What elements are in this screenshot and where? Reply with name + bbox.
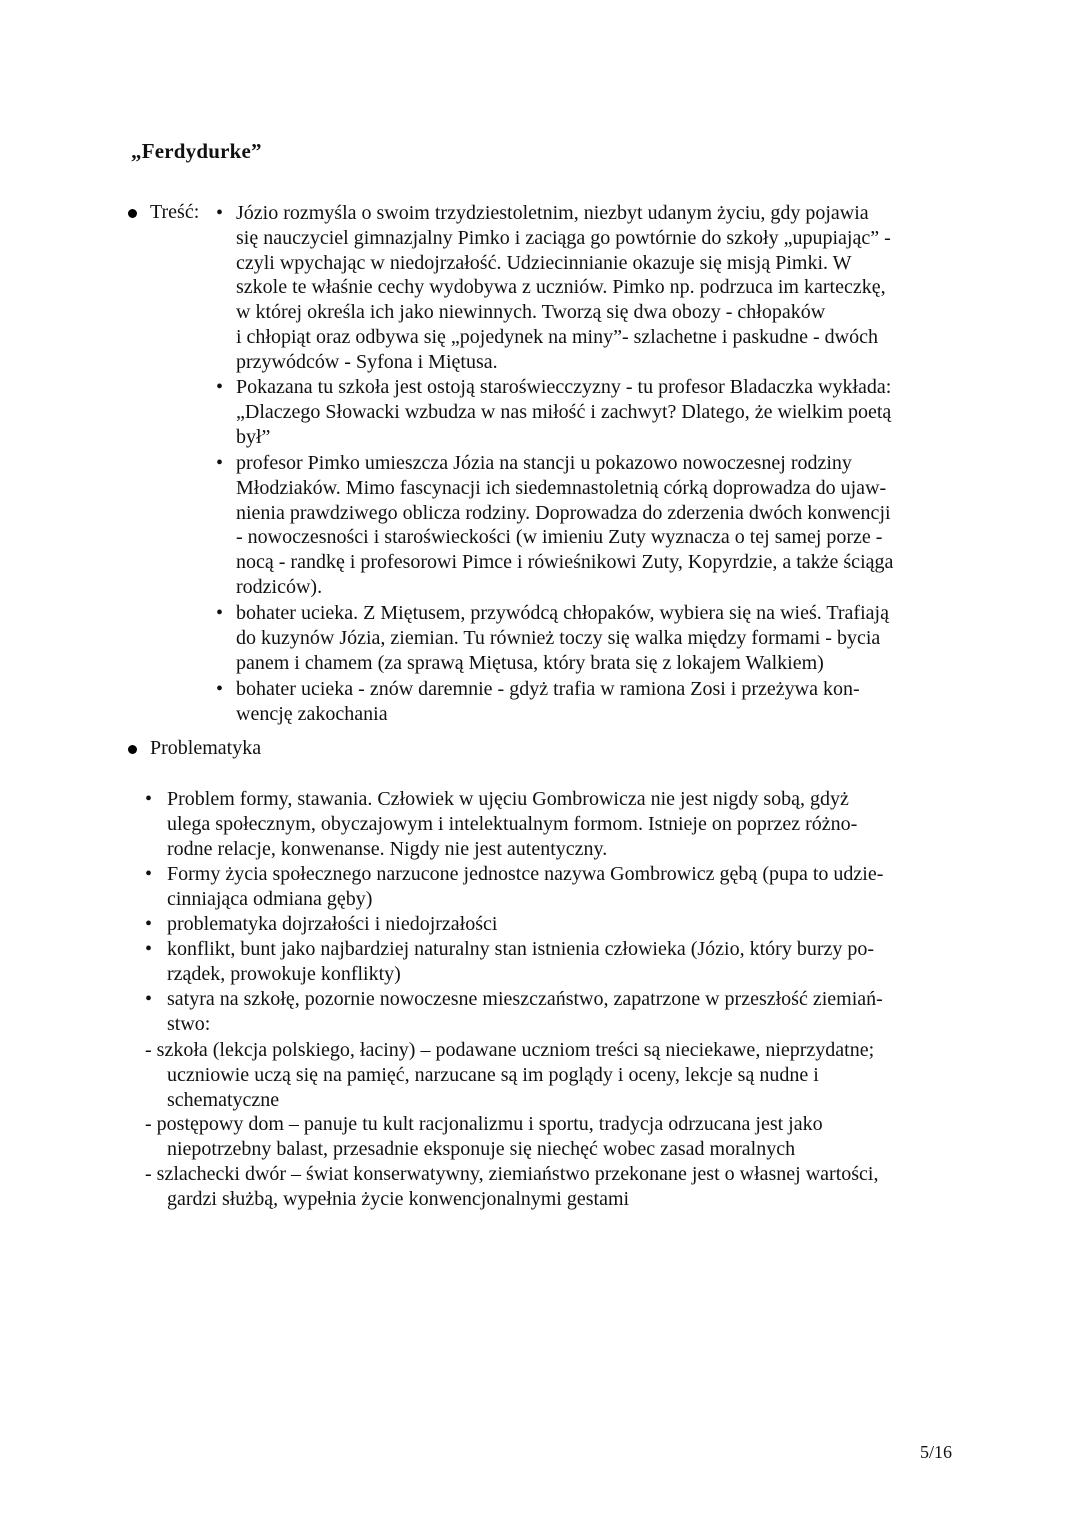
problematyka-dash-2	[145, 1112, 823, 1162]
text-line: niepotrzebny balast, przesadnie eksponuje się niechęć wobec zasad moralnych	[167, 1137, 796, 1160]
item-bullet: •	[216, 452, 224, 474]
tresc-item-3	[236, 451, 893, 600]
item-bullet: •	[145, 788, 153, 810]
text-line: wencję zakochania	[236, 702, 388, 725]
text-line: gardzi służbą, wypełnia życie konwencjonalnymi gestami	[167, 1187, 630, 1210]
text-line: satyra na szkołę, pozornie nowoczesne mieszczaństwo, zapatrzone w przeszłość ziemiań-	[167, 988, 883, 1010]
item-bullet: •	[145, 938, 153, 960]
problematyka-bullet-2	[167, 862, 883, 912]
section-bullet-problematyka	[128, 745, 137, 754]
text-line: szkole te właśnie cechy wydobywa z uczniów. Pimko np. podrzuca im karteczkę,	[236, 276, 886, 299]
text-line: i chłopiąt oraz odbywa się „pojedynek na miny”- szlachetne i paskudne - dwóch	[236, 325, 879, 348]
tresc-item-1	[236, 201, 891, 375]
item-bullet: •	[216, 202, 224, 224]
text-line: w której określa ich jako niewinnych. Tworzą się dwa obozy - chłopaków	[236, 301, 826, 324]
tresc-item-5	[236, 677, 860, 727]
text-line: uczniowie uczą się na pamięć, narzucane są im poglądy i oceny, lekcje są nudne i	[167, 1063, 819, 1086]
section-bullet-tresc	[128, 209, 137, 218]
problematyka-dash-1	[145, 1038, 874, 1112]
text-line: profesor Pimko umieszcza Józia na stancji u pokazowo nowoczesnej rodziny	[236, 452, 852, 474]
text-line: panem i chamem (za sprawą Miętusa, który brata się z lokajem Walkiem)	[236, 651, 824, 674]
text-line: - nowoczesności i staroświeckości (w imieniu Zuty wyznacza o tej samej porze -	[236, 526, 883, 549]
section-label-problematyka: Problematyka	[150, 737, 262, 759]
text-line: Problem formy, stawania. Człowiek w ujęciu Gombrowicza nie jest nigdy sobą, gdyż	[167, 788, 849, 810]
text-line: schematyczne	[167, 1088, 280, 1111]
item-bullet: •	[216, 602, 224, 624]
item-bullet: •	[145, 988, 153, 1010]
text-line: nocą - randkę i profesorowi Pimce i rówieśnikowi Zuty, Kopyrdzie, a także ściąga	[236, 551, 894, 574]
text-line: stwo:	[167, 1012, 211, 1035]
problematyka-bullet-5	[167, 987, 883, 1037]
problematyka-bullet-1	[167, 787, 857, 861]
text-line: był”	[236, 425, 271, 448]
problematyka-bullet-3	[167, 912, 497, 937]
text-line: do kuzynów Józia, ziemian. Tu również toczy się walka między formami - bycia	[236, 626, 881, 649]
text-line: Józio rozmyśla o swoim trzydziestoletnim, niezbyt udanym życiu, gdy pojawia	[236, 202, 869, 224]
tresc-item-4	[236, 601, 889, 675]
text-line: problematyka dojrzałości i niedojrzałości	[167, 913, 498, 935]
text-line: bohater ucieka. Z Miętusem, przywódcą chłopaków, wybiera się na wieś. Trafiają	[236, 602, 889, 624]
text-line: się nauczyciel gimnazjalny Pimko i zaciąga go powtórnie do szkoły „upupiając” -	[236, 226, 891, 249]
text-line: - szkoła (lekcja polskiego, łaciny) – podawane uczniom treści są nieciekawe, nieprzydatne;	[145, 1039, 875, 1061]
item-bullet: •	[145, 863, 153, 885]
text-line: konflikt, bunt jako najbardziej naturalny stan istnienia człowieka (Józio, który burzy po-	[167, 938, 875, 960]
document-title: „Ferdydurke”	[131, 139, 262, 163]
text-line: - postępowy dom – panuje tu kult racjonalizmu i sportu, tradycja odrzucana jest jako	[145, 1113, 823, 1135]
item-bullet: •	[145, 913, 153, 935]
text-line: rodziców).	[236, 575, 323, 598]
text-line: - szlachecki dwór – świat konserwatywny, ziemiaństwo przekonane jest o własnej wartości,	[145, 1163, 879, 1185]
text-line: bohater ucieka - znów daremnie - gdyż trafia w ramiona Zosi i przeżywa kon-	[236, 678, 860, 700]
text-line: rządek, prowokuje konflikty)	[167, 962, 401, 985]
page-number: 5/16	[920, 1442, 953, 1462]
text-line: Pokazana tu szkoła jest ostoją staroświecczyzny - tu profesor Bladaczka wykłada:	[236, 376, 892, 398]
text-line: rodne relacje, konwenanse. Nigdy nie jest autentyczny.	[167, 837, 608, 860]
text-line: czyli wpychając w niedojrzałość. Udziecinnianie okazuje się misją Pimki. W	[236, 251, 852, 274]
text-line: cinniająca odmiana gęby)	[167, 887, 373, 910]
text-line: przywódców - Syfona i Miętusa.	[236, 350, 498, 373]
item-bullet: •	[216, 376, 224, 398]
problematyka-dash-3	[145, 1162, 878, 1212]
item-bullet: •	[216, 678, 224, 700]
text-line: nienia prawdziwego oblicza rodziny. Doprowadza do zderzenia dwóch konwencji	[236, 501, 891, 524]
section-label-tresc: Treść:	[150, 201, 200, 223]
text-line: „Dlaczego Słowacki wzbudza w nas miłość i zachwyt? Dlatego, że wielkim poetą	[236, 400, 892, 423]
text-line: Młodziaków. Mimo fascynacji ich siedemnastoletnią córką doprowadza do ujaw-	[236, 476, 887, 499]
text-line: Formy życia społecznego narzucone jednostce nazywa Gombrowicz gębą (pupa to udzie-	[167, 863, 884, 885]
problematyka-bullet-4	[167, 937, 874, 987]
tresc-item-2	[236, 375, 891, 449]
text-line: ulega społecznym, obyczajowym i intelektualnym formom. Istnieje on poprzez różno-	[167, 812, 858, 835]
